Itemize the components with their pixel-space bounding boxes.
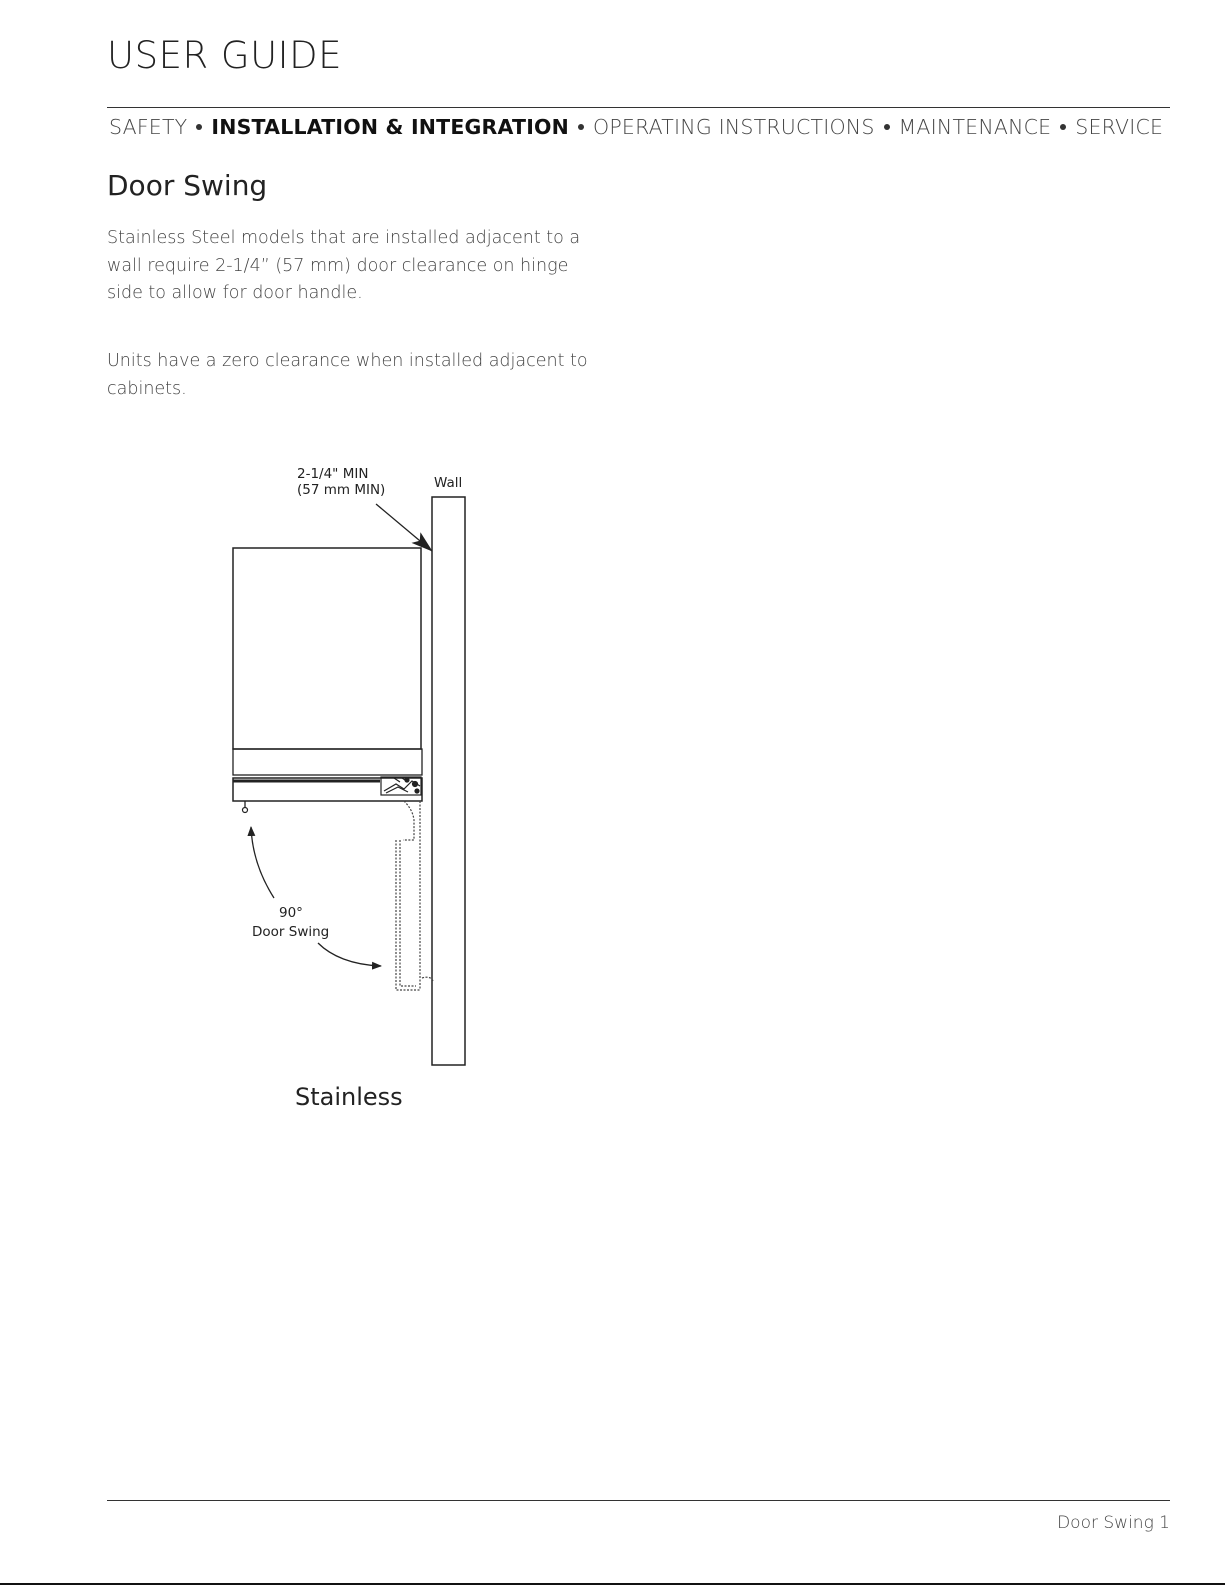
nav-item-maintenance: MAINTENANCE	[898, 115, 1052, 139]
wall-shape	[432, 497, 465, 1065]
hinge-detail	[381, 777, 421, 795]
clearance-arrow	[376, 504, 432, 551]
doc-title: USER GUIDE	[107, 34, 342, 77]
bullet-separator	[884, 124, 890, 130]
clearance-paragraph: Stainless Steel models that are installed adjacent to a wall require 2-1/4” (57 mm) door clearance on hinge side to allow for door handle.	[107, 228, 581, 303]
footer-rule	[107, 1500, 1170, 1501]
clearance-label-line-1: 2-1/4" MIN	[297, 466, 369, 482]
unit-door	[233, 778, 422, 801]
nav-item-installation-integration: INSTALLATION & INTEGRATION	[211, 115, 570, 139]
wall-label: Wall	[434, 475, 463, 491]
bullet-separator	[1060, 124, 1066, 130]
bullet-separator	[196, 124, 202, 130]
door-open-position	[396, 801, 433, 990]
door-handle	[243, 808, 248, 813]
figure-caption: Stainless	[295, 1083, 403, 1111]
header-rule	[107, 107, 1170, 108]
swing-arrow-upper	[251, 827, 274, 898]
section-nav	[109, 114, 1171, 141]
footer-page-label: Door Swing 1	[1057, 1513, 1170, 1533]
zero-clearance-paragraph: Units have a zero clearance when installed adjacent to cabinets.	[107, 351, 588, 399]
section-heading: Door Swing	[107, 169, 268, 202]
nav-item-safety: SAFETY	[109, 115, 188, 139]
swing-angle-label: 90°	[279, 905, 303, 921]
clearance-label-line-2: (57 mm MIN)	[297, 482, 386, 498]
unit-toe-strip	[233, 749, 422, 775]
bullet-separator	[578, 124, 584, 130]
nav-item-operating-instructions: OPERATING INSTRUCTIONS	[593, 115, 875, 139]
swing-label: Door Swing	[252, 924, 330, 940]
nav-item-service: SERVICE	[1075, 115, 1164, 139]
unit-body	[233, 548, 421, 749]
swing-arrow-lower	[318, 943, 381, 966]
